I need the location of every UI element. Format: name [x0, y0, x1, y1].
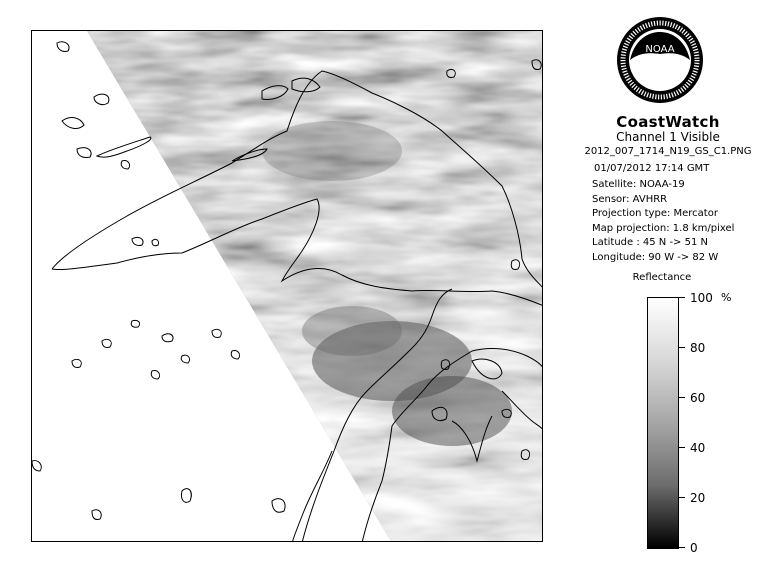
colorbar-tick — [679, 347, 685, 348]
projection-type-label: Projection type: Mercator — [592, 208, 718, 219]
satellite-map — [31, 30, 543, 542]
colorbar-tick-label: 60 — [690, 391, 706, 405]
colorbar — [647, 297, 679, 549]
satellite-label: Satellite: NOAA-19 — [592, 179, 685, 190]
colorbar-tick — [679, 497, 685, 498]
colorbar-tick — [679, 447, 685, 448]
app-title: CoastWatch — [616, 113, 720, 131]
datetime-label: 01/07/2012 17:14 GMT — [594, 163, 710, 174]
longitude-label: Longitude: 90 W -> 82 W — [592, 252, 719, 263]
colorbar-tick-label: 40 — [690, 441, 706, 455]
colorbar-tick-label: 20 — [690, 491, 706, 505]
filename-label: 2012_007_1714_N19_GS_C1.PNG — [584, 146, 752, 157]
colorbar-tick-label: 0 — [690, 541, 698, 555]
channel-label: Channel 1 Visible — [616, 130, 720, 144]
colorbar-tick — [679, 297, 685, 298]
logo-text: NOAA — [645, 44, 675, 55]
map-projection-label: Map projection: 1.8 km/pixel — [592, 223, 735, 234]
sensor-label: Sensor: AVHRR — [592, 194, 668, 205]
colorbar-tick-label: 80 — [690, 341, 706, 355]
latitude-label: Latitude : 45 N -> 51 N — [592, 237, 708, 248]
colorbar-tick — [679, 397, 685, 398]
colorbar-tick — [679, 547, 685, 548]
colorbar-units: % — [721, 291, 732, 304]
colorbar-title: Reflectance — [632, 272, 692, 283]
noaa-logo — [616, 16, 704, 104]
colorbar-tick-label: 100 — [690, 291, 713, 305]
satellite-swath — [32, 31, 543, 542]
